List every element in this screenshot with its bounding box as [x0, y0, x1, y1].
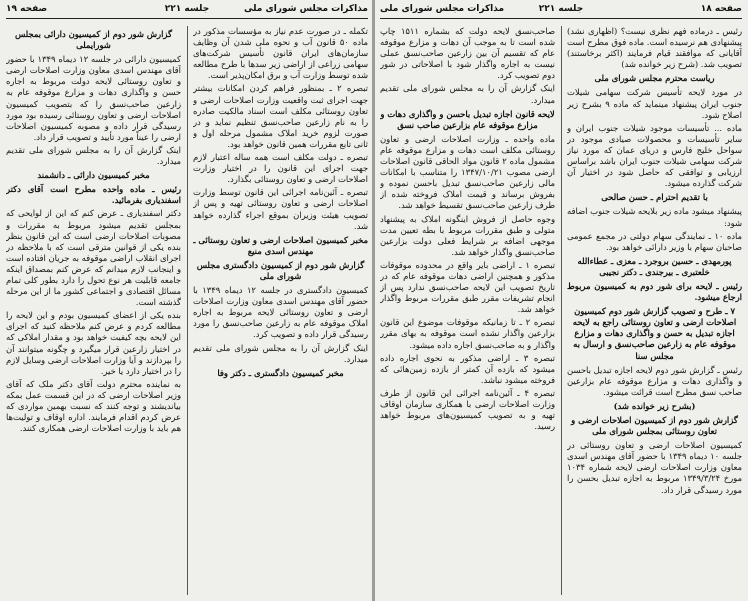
paragraph: تبصره ۴ ـ آئین‌نامه اجرائی این قانون از طرف وزارت اصلاحات ارضی با همکاری سازمان اوقاف تهیه و به تصویب کمیسیون‌های مربوط خواهد رسید. [380, 387, 555, 432]
paragraph: رئیس ـ لایحه برای شور دوم به کمیسیون مربوط ارجاع میشود. [567, 280, 742, 303]
paragraph: تبصره ۳ ـ اراضی مذکور به نحوی اجاره داده میشود که بازده آن کمتر از بازده زمین‌هائی که فروخته میشود نباشد. [380, 352, 555, 385]
paragraph: به نماینده محترم دولت آقای دکتر ملک که آقای وزیر اصلاحات ارضی که در این قسمت عمل بمکه بیاندیشند و توجه کنند که نسبت بهمین مواردی که عرض کردم اقدام فرمایند. اداره اوقاف و تولیت‌ها هم باید با وزارت اصلاحات ارضی همکاری کنند. [6, 378, 181, 434]
page-number: صفحه ۱۹ [6, 4, 48, 14]
signatures: پورمهدی ـ حسین بروجرد ـ معزی ـ عطاءالله خلعتبری ـ بیرجندی ـ دکتر نجیبی [577, 255, 732, 277]
paragraph: دکتر اسفندیاری ـ عرض کنم که این از لوایحی که بمجلس تقدیم میشود مربوط به مقررات و مصوبات اصلاحات ارضی است که این قانون بنظر بنده یکی از قوانین مترقی است که با ملاحظه در اجرای انقلاب اراضی موقوفه به جریان افتاده است و اینجانب لازم میدانم که عرض کنم بمصداق اینکه جامعه قابلیت هر نوع تحول را دارد بطور کلی تمام مسائل اقتصادی و اجتماعی کشور ما از این مرحله گذشته است. [6, 208, 181, 308]
paragraph: پیشنهاد میشود ماده زیر بلایحه شیلات جنوب اضافه شود: [567, 206, 742, 228]
section-heading: گزارش شور دوم از کمیسیون دارائی بمجلس شورایملی [14, 29, 172, 51]
section-heading: گزارش شور دوم از کمیسیون دادگستری مجلس شورای ملی [196, 259, 365, 281]
section-heading: با تقدیم احترام ـ حسن صالحی [601, 192, 708, 203]
column-right [567, 26, 742, 595]
column-left [6, 26, 181, 595]
publication-title: مذاکرات مجلس شورای ملی [243, 4, 368, 14]
paragraph: رئیس ـ ماده واحده مطرح است آقای دکتر اسفندیاری بفرمائید. [6, 184, 181, 206]
section-heading: مخبر کمیسیون دارائی ـ دانشمند [37, 170, 150, 181]
paragraph: ماده ۱۰ ـ نمایندگی سهام دولتی در مجمع عمومی صاحبان سهام با وزیر دارائی خواهد بود. [567, 230, 742, 252]
column-right [193, 26, 368, 595]
paragraph: تکمله ـ در صورت عدم نیاز به مؤسسات مذکور در ماده ۵۰ قانون آب و نحوه ملی شدن آن وظایف سازمان‌های ایران قانون تأسیس شرکت‌های سهامی زراعی از اراضی زیر سدها با طرح مطالعه شده توسط وزارت آب و برق امکان‌پذیر است. [193, 26, 368, 81]
paragraph: در مورد لایحه تأسیس شرکت سهامی شیلات جنوب ایران پیشنهاد مینماید که ماده ۹ بشرح زیر اصلاح شود. [567, 87, 742, 120]
section-heading: لایحه قانون اجازه تبدیل باحسن و واگذاری دهات و مزارع موقوفه عام بزارعین صاحب نسق [380, 108, 555, 130]
section-heading: مخبر کمیسیون اصلاحات ارضی و تعاون روستائی ـ مهندس اسدی منیع [193, 234, 368, 256]
paragraph: رئیس ـ درماده فهم نظری نیست؟ (اظهاری نشد) پیشنهادی هم نرسیده است. ماده فوق مطرح است آقایانی که موافقند قیام فرمایند (اکثر برخاستند) تصویب شد. (شرح زیر خوانده شد) [567, 26, 742, 70]
section-heading: گزارش شور دوم از کمیسیون اصلاحات ارضی و تعاون روستائی بمجلس شورای ملی [571, 415, 738, 437]
paragraph: کمیسیون دادگستری در جلسه ۱۲ دیماه ۱۳۴۹ با حضور آقای مهندس اسدی معاون وزارت اصلاحات ارضی و تعاون روستائی لایحه مربوط به اجاره املاک موقوفه عام به زارعین صاحب‌نسق را مورد رسیدگی قرار داده و تصویب کرد. [193, 285, 368, 340]
paragraph: صاحب‌نسق لایحه دولت که بشماره ۱۵۱۱ چاپ شده است تا به موجب آن دهات و مزارع موقوفه عام که تقسیم آن بین زارعین صاحب‌نسق عملی نیست به اجاره واگذار شود با اصلاحاتی در شور دوم تصویب کرد. [380, 26, 555, 81]
paragraph: کمیسیون دارائی در جلسه ۱۲ دیماه ۱۳۴۹ با حضور آقای مهندس اسدی معاون وزارت اصلاحات ارضی و تعاون روستائی لایحه دولت مربوط به اجاره حسن و واگذاری دهات و مزارع موقوفه عام به زارعین صاحب‌نسق را که بتصویب کمیسیون اصلاحات ارضی و تعاون روستائی رسیده بود مورد رسیدگی قرار داده و مصوبه کمیسیون اصلاحات ارضی را عیناً مورد تأیید و تصویب قرار داد. [6, 54, 181, 142]
text-columns [6, 26, 368, 595]
paragraph: اینک گزارش آن را به مجلس شورای ملی تقدیم میدارد. [6, 144, 181, 167]
paragraph: بنده یکی از اعضای کمیسیون بودم و این لایحه را مطالعه کردم و عرض کنم ملاحظه کنید که اجرای این لایحه بچه کیفیت خواهد بود و مقدار املاکی که در اختیار زارعین قرار میگیرد و چگونه میتوانند آن را بپردازند و آیا وزارت اصلاحات ارضی وسایل لازم را در اختیار دارد یا خیر. [6, 310, 181, 376]
paragraph: اینک گزارش آن را به مجلس شورای ملی تقدیم میدارد. [193, 342, 368, 364]
session-label: جلسه ۲۲۱ [164, 4, 210, 14]
publication-title: مذاکرات مجلس شورای ملی [380, 4, 505, 14]
paragraph: تبصره ۲ ـ تا زمانیکه موقوفات موضوع این قانون بزارعین واگذار نشده است موقوفه به بهای مقرر واگذار و به صاحب‌نسق اجاره داده میشود. [380, 317, 555, 350]
page-header [380, 4, 742, 19]
paragraph: تبصره ۱ ـ اراضی بایر واقع در محدوده موقوفات مذکور و همچنین اراضی دهات موقوفه عام که در تاریخ تصویب این لایحه صاحب‌نسق ندارد پس از انجام تشریفات مقرر طبق مقررات مربوط واگذار خواهد شد. [380, 259, 555, 315]
column-left [380, 26, 555, 595]
section-heading: ریاست محترم مجلس شورای ملی [594, 73, 715, 84]
paragraph: ماده ... تأسیسات موجود شیلات جنوب ایران و سایر تأسیسات و محصولات صیادی موجود در سواحل خلیج فارس و دریای عمان که مورد نیاز شرکت سهامی شیلات جنوب ایران باشد براساس ارزیابی و توافقی که حاصل شود در اختیار آن شرکت گذارده میشود. [567, 122, 742, 189]
column-divider [187, 26, 188, 595]
paragraph: کمیسیون اصلاحات ارضی و تعاون روستائی در جلسه ۱۰ دیماه ۱۳۴۹ با حضور آقای مهندس اسدی معاون وزارت اصلاحات ارضی لایحه شماره ۱۰۳۴ مورخ ۱۳۴۹/۳/۲۴ مربوط به اجازه تبدیل بحسن را مورد رسیدگی قرار داد. [567, 440, 742, 495]
section-heading: مخبر کمیسیون دادگستری ـ دکتر وفا [217, 367, 344, 378]
paragraph: وجوه حاصل از فروش اینگونه املاک به پیشنهاد متولی و طبق مقررات مربوط با بطه تعیین مدت موجهی اضافه بر شرایط فعلی دولت بزارعین صاحب‌نسق واگذار خواهد شد. [380, 213, 555, 257]
paragraph: رئیس ـ گزارش شور دوم لایحه اجازه تبدیل باحسن و واگذاری دهات و مزارع موقوفه عام بزارعین صاحب نسق مطرح است قرائت میشود. [567, 364, 742, 397]
column-divider [561, 26, 562, 595]
paragraph: تبصره ـ آئین‌نامه اجرائی این قانون توسط وزارت اصلاحات ارضی و تعاون روستائی تهیه و پس از تصویب هیئت وزیران بموقع اجراء گذارده خواهد شد. [193, 187, 368, 231]
paragraph: اینک گزارش آن را به مجلس شورای ملی تقدیم میدارد. [380, 83, 555, 105]
paragraph: تبصره ـ دولت مکلف است همه ساله اعتبار لازم جهت اجرای این قانون را در اختیار وزارت اصلاحات ارضی و تعاون روستائی بگذارد. [193, 152, 368, 185]
text-columns [380, 26, 742, 595]
section-heading: (بشرح زیر خوانده شد) [613, 400, 696, 411]
paragraph: تبصره ۲ ـ بمنظور فراهم کردن امکانات بیشتر جهت اجرای ثبت واقعیت وزارت اصلاحات ارضی و تعاون روستائی مکلف است اسناد مالکیت صادره را به نام زارعین صاحب‌نسق تنظیم نماید و در صورت لزوم خرید املاک مشمول مرحله اول و ثانی تابع مقررات همین قانون خواهد بود. [193, 83, 368, 149]
section-heading: ۷ ـ طرح و تصویب گزارش شور دوم کمیسیون اصلاحات ارضی و تعاون روستائی راجع به لایحه اجازه تبدیل به حسن و واگذاری دهات و مزارع موقوفه عام به زارعین صاحب‌نسق و ارسال به مجلس سنا [572, 306, 737, 361]
book-gutter [372, 0, 375, 601]
page-number: صفحه ۱۸ [700, 4, 742, 14]
paragraph: ماده واحده ـ وزارت اصلاحات ارضی و تعاون روستائی مکلف است دهات و مزارع موقوفه عام مشمول ماده ۲ قانون مواد الحاقی قانون اصلاحات ارضی مصوب ۱۳۴۷/۱۰/۲۱ را متناسب با امکانات مالی زارعین صاحب‌نسق تبدیل باحسن نموده و بفروش برساند و قیمت املاک فروخته شده از طرف زارعین صاحب‌نسق تقسیط خواهد شد. [380, 133, 555, 211]
page-18 [374, 0, 748, 601]
page-header [6, 4, 368, 19]
session-label: جلسه ۲۲۱ [538, 4, 584, 14]
